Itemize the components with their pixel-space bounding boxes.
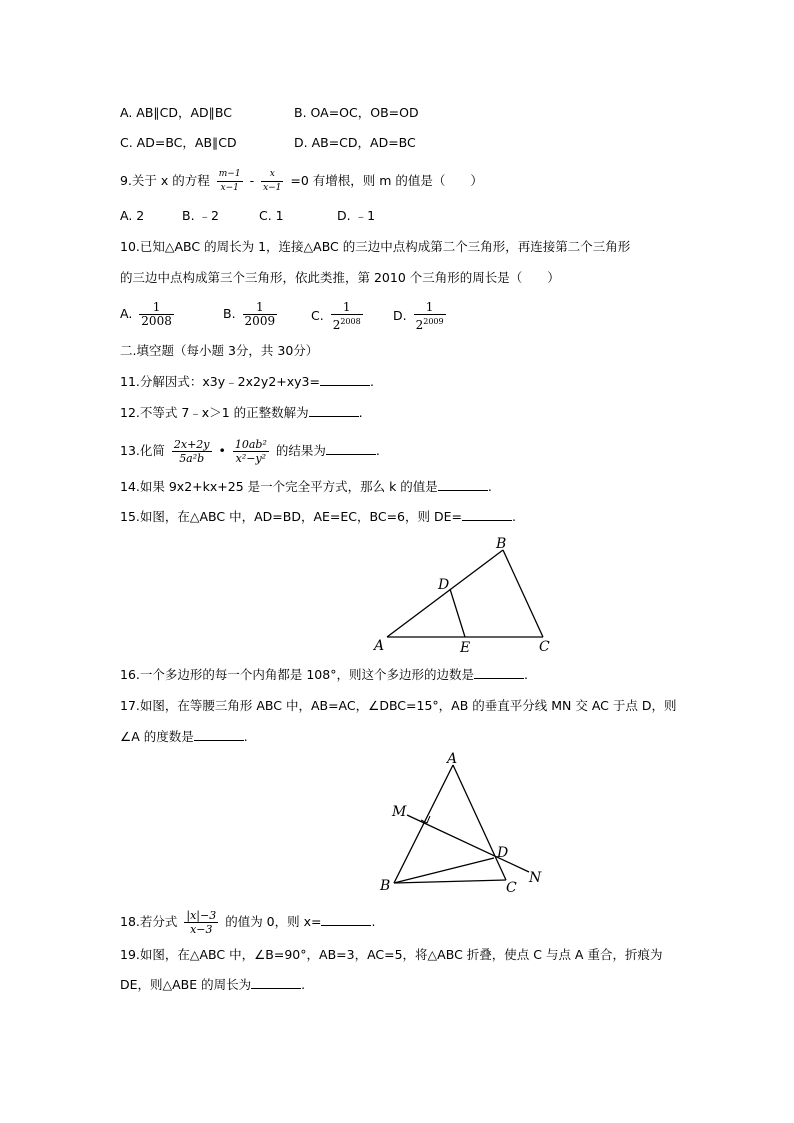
q8-option-a: A. AB∥CD，AD∥BC bbox=[120, 105, 233, 120]
q12-text: 12.不等式 7﹣x＞1 的正整数解为 bbox=[120, 405, 309, 420]
question-11 bbox=[120, 373, 374, 391]
q13-suffix: 的结果为 bbox=[275, 443, 326, 458]
q8-option-c: C. AD=BC，AB∥CD bbox=[120, 135, 237, 150]
question-18 bbox=[120, 909, 375, 936]
q9-minus: - bbox=[249, 173, 255, 188]
q10-c-numerator: 1 bbox=[331, 301, 363, 315]
q9-frac2-denominator: x−1 bbox=[263, 183, 282, 193]
q17-side-ac bbox=[453, 765, 509, 880]
q10-option-d-label: D. bbox=[393, 308, 407, 323]
q10-option-c-label: C. bbox=[311, 308, 324, 323]
q17-line-mn bbox=[407, 815, 529, 872]
q17-triangle-figure bbox=[375, 748, 555, 898]
q13-f1-denominator: 5a²b bbox=[179, 452, 205, 465]
q17-answer-blank bbox=[194, 728, 244, 741]
q15-label-d: D bbox=[438, 577, 450, 593]
q15-end: . bbox=[511, 509, 516, 524]
q15-label-c: C bbox=[539, 639, 550, 655]
q14-end: . bbox=[487, 479, 492, 494]
q15-text: 15.如图，在△ABC 中，AD=BD，AE=EC，BC=6，则 DE= bbox=[120, 509, 462, 524]
q17-label-b: B bbox=[380, 878, 391, 894]
q9-option-c: C. 1 bbox=[259, 208, 284, 223]
q11-end: . bbox=[369, 374, 374, 389]
q19-line-1: 19.如图，在△ABC 中，∠B=90°，AB=3，AC=5，将△ABC 折叠，使点 C 与点 A 重合，折痕为 bbox=[120, 947, 663, 962]
q15-side-bc bbox=[503, 550, 543, 637]
q13-end: . bbox=[375, 443, 380, 458]
q15-label-e: E bbox=[460, 640, 471, 656]
q10-d-numerator: 1 bbox=[414, 301, 446, 315]
q17-end: . bbox=[243, 729, 248, 744]
q14-answer-blank bbox=[438, 478, 488, 491]
q10-option-a-label: A. bbox=[120, 306, 133, 321]
q10-option-b bbox=[223, 301, 280, 328]
q10-option-c-fraction bbox=[331, 301, 363, 332]
q15-triangle-figure bbox=[360, 530, 560, 660]
question-16 bbox=[120, 666, 528, 684]
q17-label-d: D bbox=[497, 845, 509, 861]
q17-line-1: 17.如图，在等腰三角形 ABC 中，AB=AC，∠DBC=15°，AB 的垂直平分线 MN 交 AC 于点 D，则 bbox=[120, 698, 677, 713]
q10-option-a-fraction bbox=[139, 301, 174, 328]
q17-side-bc bbox=[394, 880, 506, 883]
q13-fraction-2 bbox=[233, 438, 269, 465]
q18-denominator: x−3 bbox=[190, 923, 213, 936]
q15-side-ab bbox=[387, 550, 503, 637]
q17-label-n: N bbox=[529, 870, 542, 886]
q9-fraction-2 bbox=[261, 168, 283, 195]
q10-line-2: 的三边中点构成第三个三角形，依此类推，第 2010 个三角形的周长是（ ） bbox=[120, 270, 560, 285]
q10-option-b-fraction bbox=[243, 301, 278, 328]
q9-option-b: B. ﹣2 bbox=[182, 208, 219, 223]
q13-prefix: 13.化简 bbox=[120, 443, 165, 458]
q15-label-b: B bbox=[496, 536, 507, 552]
q9-frac2-numerator: x bbox=[261, 168, 283, 182]
q10-option-c bbox=[311, 301, 366, 332]
q10-option-b-label: B. bbox=[223, 306, 236, 321]
question-13 bbox=[120, 438, 380, 465]
q17-line-2 bbox=[120, 728, 248, 746]
q10-d-den-base: 2 bbox=[415, 318, 424, 332]
q10-d-den-exp: 2009 bbox=[423, 317, 444, 326]
q13-dot: • bbox=[218, 443, 226, 458]
q17-label-a: A bbox=[447, 751, 458, 767]
q19-answer-blank bbox=[251, 976, 301, 989]
q8-option-d: D. AB=CD，AD=BC bbox=[294, 135, 416, 150]
q19-line-2-text: DE，则△ABE 的周长为 bbox=[120, 977, 252, 992]
q16-end: . bbox=[523, 667, 528, 682]
q10-c-den-exp: 2008 bbox=[340, 317, 361, 326]
q17-label-m: M bbox=[392, 804, 407, 820]
q9-suffix: =0 有增根，则 m 的值是（ ） bbox=[290, 173, 483, 188]
q9-option-a: A. 2 bbox=[120, 208, 145, 223]
q12-end: . bbox=[358, 405, 363, 420]
q14-text: 14.如果 9x2+kx+25 是一个完全平方式，那么 k 的值是 bbox=[120, 479, 438, 494]
q8-option-b: B. OA=OC，OB=OD bbox=[294, 105, 419, 120]
q15-answer-blank bbox=[462, 508, 512, 521]
q10-c-den-base: 2 bbox=[332, 318, 341, 332]
q10-a-denominator: 2008 bbox=[141, 314, 172, 328]
q19-end: . bbox=[301, 977, 306, 992]
q13-fraction-1 bbox=[172, 438, 212, 465]
q9-frac1-numerator: m−1 bbox=[217, 168, 243, 182]
q9-option-d: D. ﹣1 bbox=[337, 208, 376, 223]
q18-numerator: |x|−3 bbox=[186, 909, 217, 922]
q10-b-denominator: 2009 bbox=[244, 314, 276, 328]
q12-answer-blank bbox=[309, 404, 359, 417]
q18-end: . bbox=[371, 914, 376, 929]
q19-line-2 bbox=[120, 976, 305, 994]
q18-prefix: 18.若分式 bbox=[120, 914, 178, 929]
q10-d-denominator bbox=[414, 315, 446, 332]
question-9 bbox=[120, 168, 483, 195]
q9-fraction-1 bbox=[217, 168, 243, 195]
question-14 bbox=[120, 478, 492, 496]
q10-line-1: 10.已知△ABC 的周长为 1，连接△ABC 的三边中点构成第二个三角形，再连接第二个三角形 bbox=[120, 239, 631, 254]
q10-option-a bbox=[120, 301, 177, 328]
q17-segment-bd bbox=[394, 858, 494, 883]
q10-option-d-fraction bbox=[414, 301, 446, 332]
q17-side-ab bbox=[394, 765, 453, 883]
q17-line-2-text: ∠A 的度数是 bbox=[120, 729, 194, 744]
q13-f2-numerator: 10ab² bbox=[234, 438, 267, 451]
q10-a-numerator: 1 bbox=[139, 301, 174, 315]
q10-option-d bbox=[393, 301, 449, 332]
q10-c-denominator bbox=[331, 315, 363, 332]
q13-answer-blank bbox=[326, 442, 376, 455]
section-2-title: 二.填空题（每小题 3分，共 30分） bbox=[120, 343, 319, 358]
q9-frac1-denominator: x−1 bbox=[220, 183, 239, 193]
q17-label-c: C bbox=[506, 880, 517, 896]
q15-label-a: A bbox=[374, 638, 385, 654]
q18-answer-blank bbox=[321, 913, 371, 926]
q18-suffix: 的值为 0，则 x= bbox=[225, 914, 322, 929]
q13-f1-numerator: 2x+2y bbox=[173, 438, 210, 451]
question-12 bbox=[120, 404, 363, 422]
q15-segment-de bbox=[450, 589, 465, 637]
q18-fraction bbox=[184, 909, 218, 936]
q11-text: 11.分解因式：x3y﹣2x2y2+xy3= bbox=[120, 374, 320, 389]
q16-text: 16.一个多边形的每一个内角都是 108°，则这个多边形的边数是 bbox=[120, 667, 474, 682]
q10-b-numerator: 1 bbox=[243, 301, 278, 315]
q11-answer-blank bbox=[320, 373, 370, 386]
q13-f2-denominator: x²−y² bbox=[235, 452, 267, 465]
question-15 bbox=[120, 508, 516, 526]
q16-answer-blank bbox=[474, 666, 524, 679]
q9-prefix: 9.关于 x 的方程 bbox=[120, 173, 210, 188]
